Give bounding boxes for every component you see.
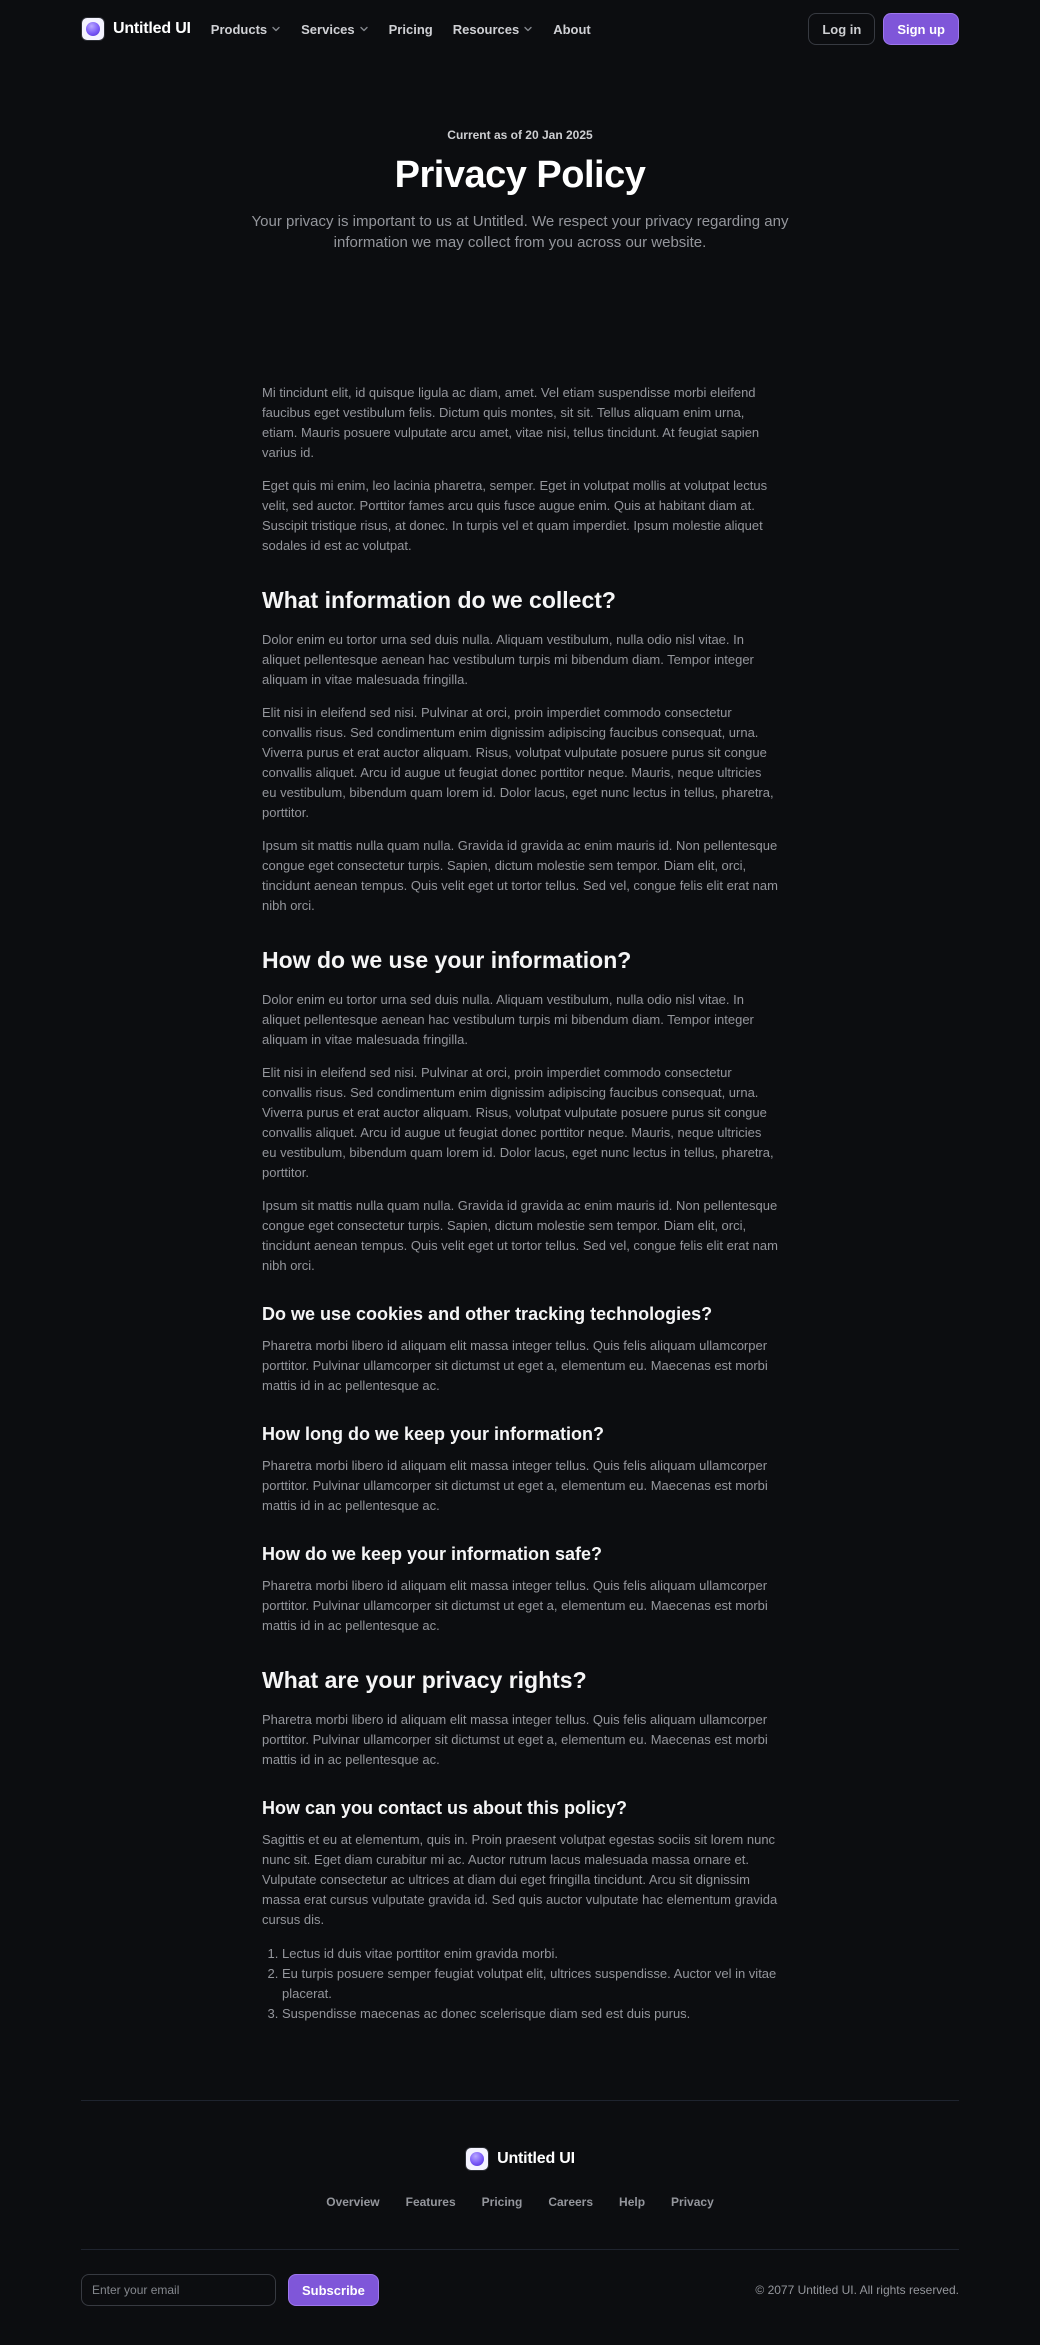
nav-about[interactable] (553, 22, 591, 37)
footer-bottom-divider (81, 2249, 959, 2250)
chevron-down-icon (523, 24, 533, 34)
footer-divider (81, 2100, 959, 2101)
page-subtitle: Your privacy is important to us at Untitled. We respect your privacy regarding any information we may collect from you across our website. (251, 213, 789, 251)
signup-button[interactable]: Sign up (883, 13, 959, 45)
subscribe-button[interactable]: Subscribe (288, 2274, 379, 2306)
section-heading-rights: What are your privacy rights? (262, 1667, 587, 1693)
list-item: 3. Suspendisse maecenas ac donec scelerisque diam sed est duis purus. (282, 2004, 778, 2024)
nav-products[interactable] (211, 22, 281, 37)
nav-products-label: Products (210, 21, 268, 37)
footer-link-privacy[interactable]: Privacy (671, 2195, 714, 2209)
main-nav (211, 22, 591, 37)
section-heading-use: How do we use your information? (262, 947, 632, 973)
email-input[interactable] (81, 2274, 276, 2306)
section-heading-collect: What information do we collect? (262, 587, 616, 613)
footer-bottom (81, 2274, 959, 2306)
section-heading-keep: How long do we keep your information? (262, 1424, 605, 1444)
section-heading-contact: How can you contact us about this policy? (262, 1798, 628, 1818)
brand-name: Untitled UI (113, 20, 191, 37)
intro-paragraph: Mi tincidunt elit, id quisque ligula ac diam, amet. Vel etiam suspendisse morbi eleifend faucibus eget vestibulum felis. Dictum quis montes, sit sit. Tellus aliquam enim urna, etiam. Mauris posuere vulputate arcu amet, vitae nisi, tellus tincidunt. At feugiat sapien varius id. (262, 385, 760, 460)
logo-icon (81, 17, 105, 41)
collect-paragraph: Elit nisi in eleifend sed nisi. Pulvinar at orci, proin imperdiet commodo consectetur convallis risus. Sed condimentum enim dignissim adipiscing faucibus consequat, urna. Viverra purus et erat auctor aliquam. Risus, volutpat vulputate posuere purus sit congue convallis aliquet. Arcu id augue ut feugiat donec porttitor neque. Mauris, neque ultricies eu vestibulum, bibendum quam lorem id. Dolor lacus, eget nunc lectus in tellus, pharetra, porttitor. (262, 705, 774, 820)
nav-services-label: Services (301, 21, 355, 37)
footer-link-careers[interactable]: Careers (548, 2195, 594, 2209)
section-heading-cookies: Do we use cookies and other tracking technologies? (262, 1304, 713, 1324)
rights-paragraph: Pharetra morbi libero id aliquam elit massa integer tellus. Quis felis aliquam ullamcorper porttitor. Pulvinar ullamcorper sit dictumst ut eget a, elementum eu. Maecenas est morbi mattis id in ac pellentesque ac. (262, 1712, 768, 1767)
footer-brand-name: Untitled UI (497, 2150, 575, 2167)
policy-content (262, 383, 778, 2024)
site-footer (0, 2100, 1040, 2306)
brand-logo[interactable] (81, 17, 191, 41)
contact-paragraph: Sagittis et eu at elementum, quis in. Proin praesent volutpat egestas sociis sit lorem nunc nunc sit. Eget diam curabitur mi ac. Auctor rutrum lacus malesuada massa ornare et. Vulputate consectetur ac ultrices at diam dui eget fringilla tincidunt. Arcu sit dignissim massa erat cursus vulputate gravida id. Sed quis auctor vulputate hac elementum gravida cursus dis. (262, 1832, 778, 1927)
footer-link-features[interactable]: Features (405, 2195, 456, 2209)
use-paragraph: Dolor enim eu tortor urna sed duis nulla. Aliquam vestibulum, nulla odio nisl vitae. In aliquet pellentesque aenean hac vestibulum turpis mi bibendum diam. Tempor integer aliquam in vitae malesuada fringilla. (262, 992, 754, 1047)
collect-paragraph: Ipsum sit mattis nulla quam nulla. Gravida id gravida ac enim mauris id. Non pellentesque congue eget consectetur turpis. Sapien, dictum molestie sem tempor. Diam elit, orci, tincidunt aenean tempus. Quis velit eget ut tortor tellus. Sed vel, congue felis elit erat nam nibh orci. (262, 838, 778, 913)
nav-pricing[interactable] (389, 22, 433, 37)
copyright-text: © 2077 Untitled UI. All rights reserved. (755, 2283, 959, 2297)
chevron-down-icon (359, 24, 369, 34)
footer-link-pricing[interactable]: Pricing (481, 2195, 523, 2209)
nav-resources[interactable] (453, 22, 533, 37)
logo-icon (465, 2147, 489, 2171)
intro-paragraph: Eget quis mi enim, leo lacinia pharetra, semper. Eget in volutpat mollis at volutpat lectus velit, sed auctor. Porttitor fames arcu quis fusce augue enim. Quis at habitant diam at. Suscipit tristique risus, at donec. In turpis vel et quam imperdiet. Ipsum molestie aliquet sodales id est ac volutpat. (262, 478, 768, 553)
contact-list (262, 1944, 778, 2024)
safe-paragraph: Pharetra morbi libero id aliquam elit massa integer tellus. Quis felis aliquam ullamcorper porttitor. Pulvinar ullamcorper sit dictumst ut eget a, elementum eu. Maecenas est morbi mattis id in ac pellentesque ac. (262, 1578, 768, 1633)
nav-about-label: About (553, 21, 591, 37)
use-paragraph: Ipsum sit mattis nulla quam nulla. Gravida id gravida ac enim mauris id. Non pellentesque congue eget consectetur turpis. Sapien, dictum molestie sem tempor. Diam elit, orci, tincidunt aenean tempus. Quis velit eget ut tortor tellus. Sed vel, congue felis elit erat nam nibh orci. (262, 1198, 778, 1273)
keep-paragraph: Pharetra morbi libero id aliquam elit massa integer tellus. Quis felis aliquam ullamcorper porttitor. Pulvinar ullamcorper sit dictumst ut eget a, elementum eu. Maecenas est morbi mattis id in ac pellentesque ac. (262, 1458, 768, 1513)
nav-services[interactable] (301, 22, 369, 37)
login-button[interactable]: Log in (808, 13, 875, 45)
collect-paragraph: Dolor enim eu tortor urna sed duis nulla. Aliquam vestibulum, nulla odio nisl vitae. In aliquet pellentesque aenean hac vestibulum turpis mi bibendum diam. Tempor integer aliquam in vitae malesuada fringilla. (262, 632, 754, 687)
footer-link-overview[interactable]: Overview (326, 2195, 380, 2209)
policy-date: Current as of 20 Jan 2025 (447, 128, 593, 142)
site-header (0, 0, 1040, 58)
list-item: 2. Eu turpis posuere semper feugiat volutpat elit, ultrices suspendisse. Auctor vel in vitae placerat. (282, 1964, 778, 2004)
nav-pricing-label: Pricing (388, 21, 433, 37)
nav-resources-label: Resources (452, 21, 520, 37)
newsletter-form (81, 2274, 379, 2306)
footer-links (0, 2195, 1040, 2209)
cookies-paragraph: Pharetra morbi libero id aliquam elit massa integer tellus. Quis felis aliquam ullamcorper porttitor. Pulvinar ullamcorper sit dictumst ut eget a, elementum eu. Maecenas est morbi mattis id in ac pellentesque ac. (262, 1338, 768, 1393)
section-heading-safe: How do we keep your information safe? (262, 1544, 603, 1564)
use-paragraph: Elit nisi in eleifend sed nisi. Pulvinar at orci, proin imperdiet commodo consectetur convallis risus. Sed condimentum enim dignissim adipiscing faucibus consequat, urna. Viverra purus et erat auctor aliquam. Risus, volutpat vulputate posuere purus sit congue convallis aliquet. Arcu id augue ut feugiat donec porttitor neque. Mauris, neque ultricies eu vestibulum, bibendum quam lorem id. Dolor lacus, eget nunc lectus in tellus, pharetra, porttitor. (262, 1065, 774, 1180)
chevron-down-icon (271, 24, 281, 34)
footer-link-help[interactable]: Help (619, 2195, 646, 2209)
footer-brand[interactable] (0, 2147, 1040, 2171)
hero-section (0, 58, 1040, 253)
page-title: Privacy Policy (394, 154, 646, 196)
list-item: 1. Lectus id duis vitae porttitor enim gravida morbi. (282, 1944, 778, 1964)
